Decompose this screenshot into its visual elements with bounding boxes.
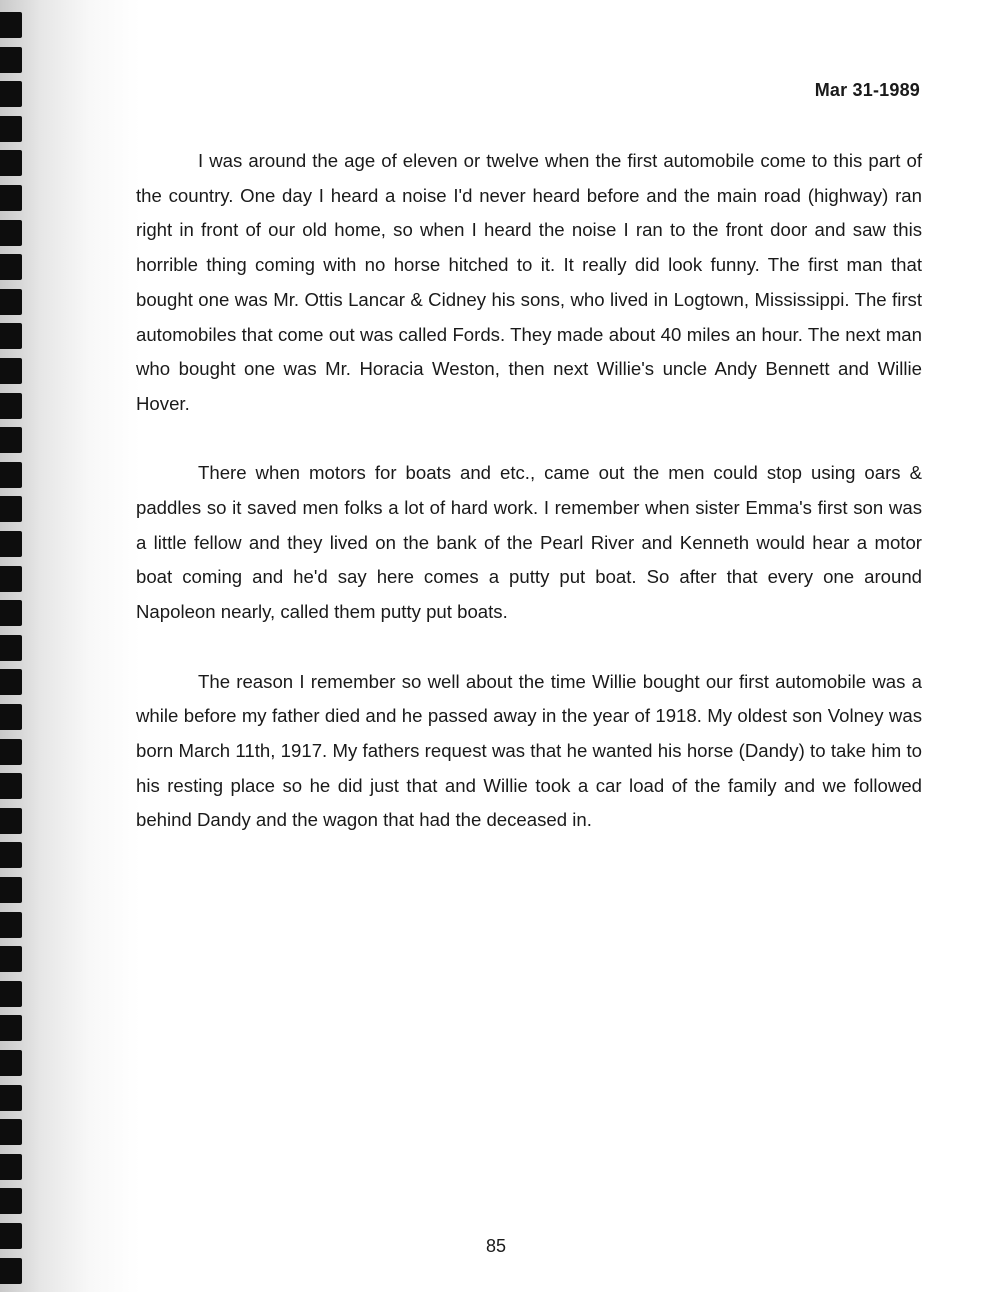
binding-hole xyxy=(0,289,22,315)
binding-hole xyxy=(0,669,22,695)
binding-hole xyxy=(0,808,22,834)
binding-hole xyxy=(0,1119,22,1145)
binding-hole xyxy=(0,1188,22,1214)
paragraph-1: I was around the age of eleven or twelve when the first automobile come to this part of the country. One day I heard a noise I'd never heard before and the main road (highway) ran right in front of our old home, so when I heard the noise I ran to the front door and saw this horrible thing coming with no horse hitched to it. It really did look funny. The first man that bought one was Mr. Ottis Lancar & Cidney his sons, who lived in Logtown, Mississippi. The first automobiles that come out was called Fords. They made about 40 miles an hour. The next man who bought one was Mr. Horacia Weston, then next Willie's uncle Andy Bennett and Willie Hover. xyxy=(136,150,922,414)
spiral-binding xyxy=(0,0,32,1292)
binding-hole xyxy=(0,739,22,765)
binding-hole xyxy=(0,393,22,419)
binding-hole xyxy=(0,185,22,211)
binding-hole xyxy=(0,150,22,176)
binding-hole xyxy=(0,462,22,488)
body-text xyxy=(136,144,922,873)
paragraph-3: The reason I remember so well about the time Willie bought our first automobile was a while before my father died and he passed away in the year of 1918. My oldest son Volney was born March 11th, 1917. My fathers request was that he wanted his horse (Dandy) to take him to his resting place so he did just that and Willie took a car load of the family and we followed behind Dandy and the wagon that had the deceased in. xyxy=(136,670,922,831)
binding-hole xyxy=(0,496,22,522)
binding-hole xyxy=(0,946,22,972)
binding-hole xyxy=(0,358,22,384)
binding-hole xyxy=(0,220,22,246)
binding-hole xyxy=(0,566,22,592)
paragraph-2: There when motors for boats and etc., came out the men could stop using oars & paddles so it saved men folks a lot of hard work. I remember when sister Emma's first son was a little fellow and they lived on the bank of the Pearl River and Kenneth would hear a motor boat coming and he'd say here comes a putty put boat. So after that every one around Napoleon nearly, called them putty put boats. xyxy=(136,462,922,623)
binding-hole xyxy=(0,600,22,626)
binding-hole xyxy=(0,1050,22,1076)
binding-hole xyxy=(0,47,22,73)
binding-hole xyxy=(0,635,22,661)
binding-hole xyxy=(0,1015,22,1041)
binding-hole xyxy=(0,1258,22,1284)
binding-hole xyxy=(0,773,22,799)
binding-hole xyxy=(0,1154,22,1180)
binding-hole xyxy=(0,81,22,107)
binding-hole xyxy=(0,981,22,1007)
binding-hole xyxy=(0,427,22,453)
page-date: Mar 31-1989 xyxy=(814,80,920,100)
binding-hole xyxy=(0,704,22,730)
binding-hole xyxy=(0,531,22,557)
binding-hole xyxy=(0,842,22,868)
binding-hole xyxy=(0,12,22,38)
page-number: 85 xyxy=(485,1236,507,1256)
binding-hole xyxy=(0,1085,22,1111)
binding-hole xyxy=(0,912,22,938)
binding-hole xyxy=(0,323,22,349)
binding-hole xyxy=(0,116,22,142)
binding-hole xyxy=(0,254,22,280)
binding-hole xyxy=(0,877,22,903)
